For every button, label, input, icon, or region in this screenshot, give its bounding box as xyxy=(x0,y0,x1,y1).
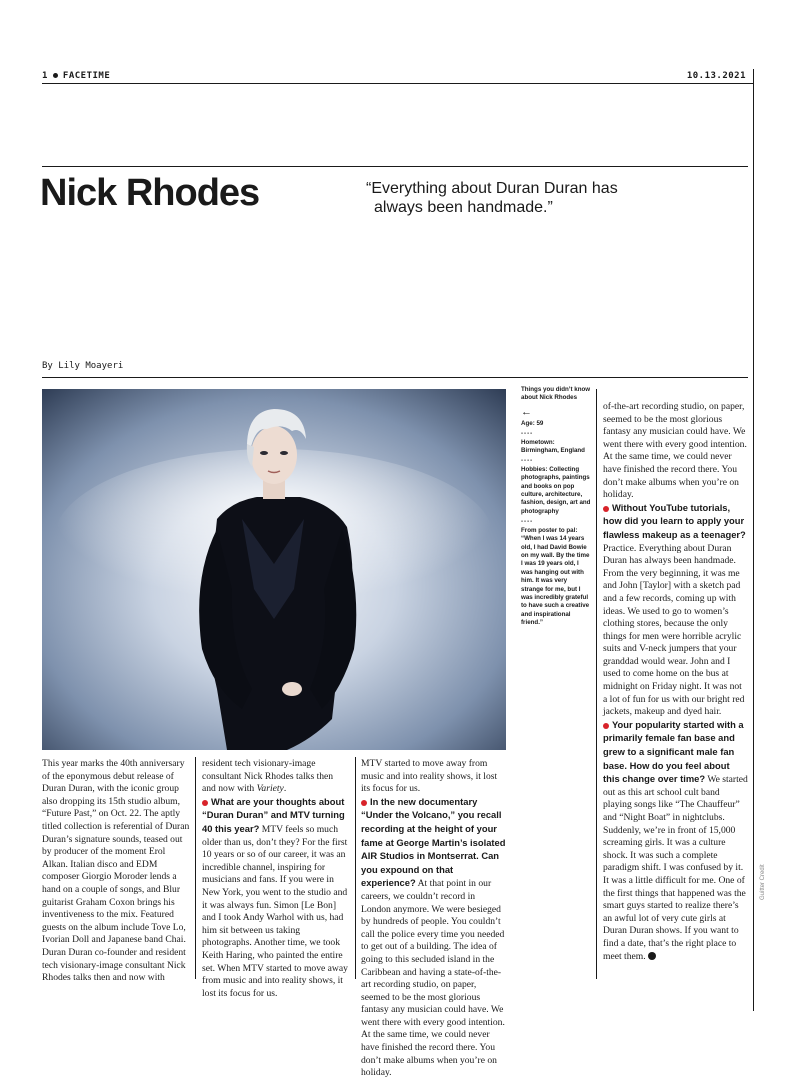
question-2: In the new documentary “Under the Volcano,” you recall recording at the height of your fame at George Martin’s isolated AIR Studios in Montserrat. Can you expound on that experience? xyxy=(361,795,506,889)
sidebar-hometown: Hometown: Birmingham, England xyxy=(521,438,585,455)
right-margin-rule xyxy=(753,69,754,1011)
column-rule xyxy=(195,757,196,979)
column-rule xyxy=(596,389,597,979)
red-bullet-icon xyxy=(202,800,208,806)
byline-rule xyxy=(42,377,748,378)
body-column-2 xyxy=(202,758,348,999)
arrow-left-icon: ← xyxy=(521,405,532,418)
answer-4: We started out as this art school cult band playing songs like “The Chauffeur” and “Night Boat” in nightclubs. Suddenly, we’re in front of 15,000 screaming girls. It was a culture shock. It was such a complete paradigm shift. I was confused by it. It was a little difficult for me. One of the first things that happened was the smart guys started to realize there’s an awful lot of very cute girls at Duran Duran shows. If you want to find a date, that’s the right place to meet them. xyxy=(603,774,748,962)
column-rule xyxy=(355,757,356,979)
pull-quote-line-1: “Everything about Duran Duran has xyxy=(366,180,618,197)
question-4: Your popularity started with a primarily female fan base and grew to a significant male fan base. How do you feel about this change over time? xyxy=(603,718,744,785)
issue-date: 10.13.2021 xyxy=(686,71,746,81)
intro-paragraph-continued: resident tech visionary-image consultant Nick Rhodes talks then and now with Variety. xyxy=(202,758,334,795)
intro-text: This year marks the 40th anniversary of the eponymous debut release of Duran Duran, with the iconic group also dropping its 15th studio album, “Future Past,” on Oct. 22. The aptly titled collection is referential of Duran Duran’s signature sounds, teased out by producer of the moment Erol Alkan. Italian disco and EDM composer Giorgio Moroder lends a hand on a couple of songs, and Blur guitarist Graham Coxon brings his inventiveness to the mix. Featured guests on the album include Tove Lo, Ivorian Doll and Japanese band Chai. Duran Duran co-founder and resident tech visionary-image consultant Nick Rhodes talks then and now with xyxy=(42,758,190,984)
answer-2: At that point in our careers, we couldn’t record in London anymore. We were besieged by hundreds of people. You couldn’t call the police every time you needed to get out of a building. The idea of going to this secluded island in the Caribbean and having a state-of-the-art recording studio, on paper, seemed to be the most glorious fantasy any musician could have. We went there with every good intention. At the same time, we could never have finished the record there. You don’t make albums when you’re on holiday. xyxy=(361,878,505,1079)
qa-block-2 xyxy=(361,796,506,1080)
question-3: Without YouTube tutorials, how did you learn to apply your flawless makeup as a teenager? xyxy=(603,501,746,540)
page-number: 1 xyxy=(42,71,48,81)
fact-sidebar xyxy=(521,386,591,630)
title-rule xyxy=(42,166,748,167)
sidebar-age: Age: 59 xyxy=(521,419,544,427)
answer-1: MTV feels so much older than us, don’t they? For the first 10 years or so of our career, it was an incredible channel, inspiring for musicians and fans. If you were in New York, you went to the studio and it was always fun. Simon [Le Bon] and I took Andy Warhol with us, had him sit between us taking photographs. Another time, we took Keith Haring, who painted the entire set. When MTV started to move away from music and into reality shows, it lost its focus for us. xyxy=(202,823,348,999)
article-title: Nick Rhodes xyxy=(40,172,260,214)
sidebar-hobbies: Hobbies: Collecting photographs, paintings and books on pop culture, architecture, fashion, design, art and photography xyxy=(521,465,591,515)
body-column-1 xyxy=(42,758,190,982)
qa-block-4 xyxy=(603,719,748,963)
portrait-photo xyxy=(42,389,506,750)
folio xyxy=(42,71,110,81)
photo-credit: Guitter Credit xyxy=(760,864,766,900)
answer-2-continued: of-the-art recording studio, on paper, seemed to be the most glorious fantasy any musician could have. We went there with every good intention. At the same time, we could never have finished the record there. You don’t make albums when you’re on holiday. xyxy=(603,401,747,501)
red-bullet-icon xyxy=(361,800,367,806)
sidebar-poster-to-pal: From poster to pal: “When I was 14 years old, I had David Bowie on my wall. By the time I was 19 years old, I was hanging out with him. It was very strange for me, but I was incredibly grateful to have such a creative and inspirational friend.” xyxy=(521,526,590,627)
qa-block-1 xyxy=(202,796,348,1001)
end-mark-icon xyxy=(648,952,656,960)
pull-quote xyxy=(366,179,666,217)
red-bullet-icon xyxy=(603,723,609,729)
publication-name: Variety xyxy=(256,783,284,795)
sidebar-separator: ---- xyxy=(521,518,534,526)
section-name: FACETIME xyxy=(62,71,111,81)
portrait-illustration xyxy=(42,389,506,750)
sidebar-intro: Things you didn’t know about Nick Rhodes xyxy=(521,386,591,402)
question-1: What are your thoughts about “Duran Duran” and MTV turning 40 this year? xyxy=(202,795,345,834)
sidebar-separator: ---- xyxy=(521,430,534,438)
intro-paragraph xyxy=(42,758,190,985)
red-bullet-icon xyxy=(603,506,609,512)
qa-block-3 xyxy=(603,502,748,719)
pull-quote-line-2: always been handmade.” xyxy=(374,199,553,216)
top-rule xyxy=(42,83,754,84)
period: . xyxy=(283,783,287,795)
body-column-3 xyxy=(361,758,506,1079)
body-column-4 xyxy=(603,401,748,979)
answer-3: Practice. Everything about Duran Duran has always been handmade. From the very beginning, it was me and John [Taylor] with a sketch pad and a few records, coming up with ideas. We used to go to women’s clothing stores, because the only things for men were horrible acrylic suits and V-neck jumpers that your granddad would wear. John and I used to come home on the bus at midnight on Friday night. It was not a lot of fun for us with our bright red jackets, makeup and dyed hair. xyxy=(603,542,745,718)
bullet-dot xyxy=(53,73,58,78)
sidebar-separator: ---- xyxy=(521,457,534,465)
byline: By Lily Moayeri xyxy=(42,361,124,371)
answer-1-continued: MTV started to move away from music and into reality shows, it lost its focus for us. xyxy=(361,758,498,795)
